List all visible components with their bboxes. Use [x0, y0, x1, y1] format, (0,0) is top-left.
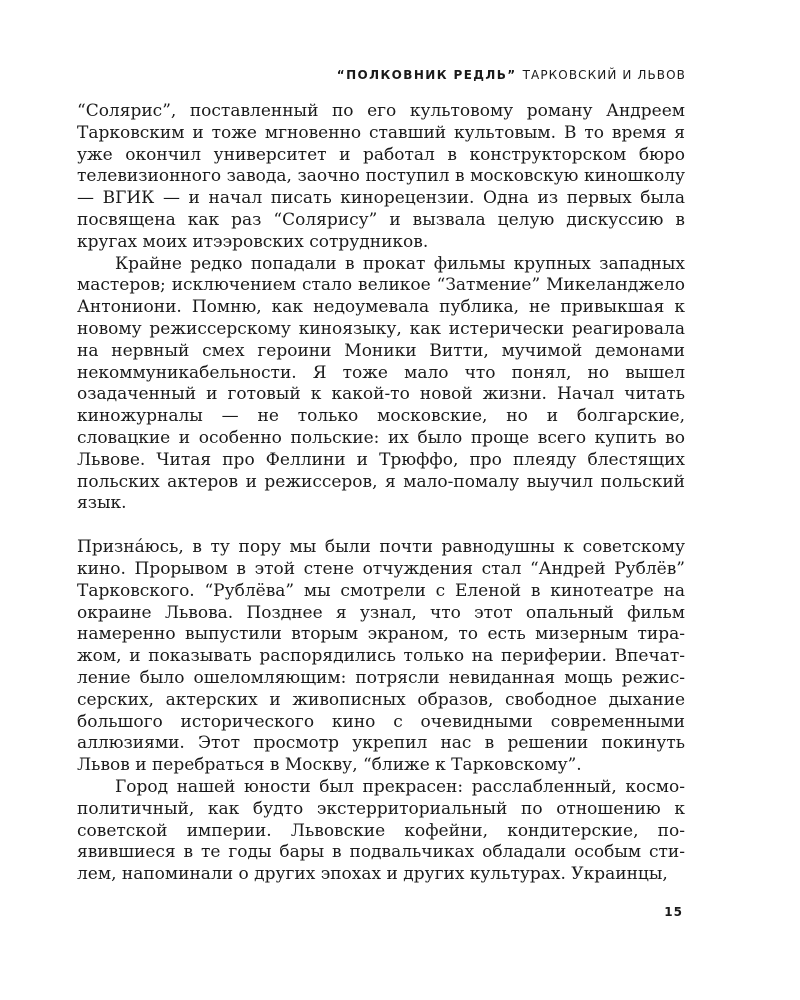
- paragraph-antonioni: Крайне редко попадали в прокат фильмы крупных западных мастеров; исключением стало великое “Затмение” Микеланджело Антониони. Помню, как недоумевала публика, не привыкшая к новому режиссерскому киноязыку, как истерически реагировала на нервный смех героини Моники Витти, мучимой демонами некоммуникабельности. Я тоже мало что понял, но вышел озадаченный и готовый к какой-то новой жизни. Начал читать киножурналы — не только московские, но и болгарские, словацкие и особенно польские: их было проще всего купить во Львове. Читая про Феллини и Трюффо, про плеяду блестящих польских актеров и режиссеров, я мало-помалу выучил польский язык.: [77, 253, 685, 514]
- paragraph-rublev: Признáюсь, в ту пору мы были почти равнодушны к советскому кино. Прорывом в этой стене отчуждения стал “Андрей Рублёв” Тарковского. “Рублёва” мы смотрели с Еленой в кинотеатре на окраине Львова. Позднее я узнал, что этот опальный фильм намеренно выпустили вторым экраном, то есть мизерным тиражом, и показывать распорядились только на периферии. Впечатление было ошеломляющим: потрясли невиданная мощь режиссерских, актерских и живописных образов, свободное дыхание большого исторического кино с очевидными современными аллюзиями. Этот просмотр укрепил нас в решении покинуть Львов и перебраться в Москву, “ближе к Тарковскому”.: [77, 537, 685, 776]
- page-number: 15: [664, 905, 683, 919]
- running-head: [337, 68, 686, 82]
- paragraph-continued: “Солярис”, поставленный по его культовому роману Андреем Тарковским и тоже мгновенно ставший культовым. В то время я уже окончил университет и работал в конструкторском бюро телевизионного завода, заочно поступил в московскую киношколу — ВГИК — и начал писать кинорецензии. Одна из первых была посвящена как раз “Солярису” и вызвала целую дискуссию в кругах моих итээровских сотрудников.: [77, 101, 685, 252]
- body-text: [77, 101, 685, 886]
- paragraph-lviv: Город нашей юности был прекрасен: расслабленный, космополитичный, как будто экстерриториальный по отношению к советской империи. Львовские кофейни, кондитерские, появившиеся в те годы бары в подвальчиках обладали особым стилем, напоминали о других эпохах и других культурах. Украинцы,: [77, 776, 685, 885]
- section-break: [77, 515, 685, 537]
- running-head-title: “ПОЛКОВНИК РЕДЛЬ”: [336, 68, 517, 82]
- running-head-authors: ТАРКОВСКИЙ И ЛЬВОВ: [522, 68, 686, 82]
